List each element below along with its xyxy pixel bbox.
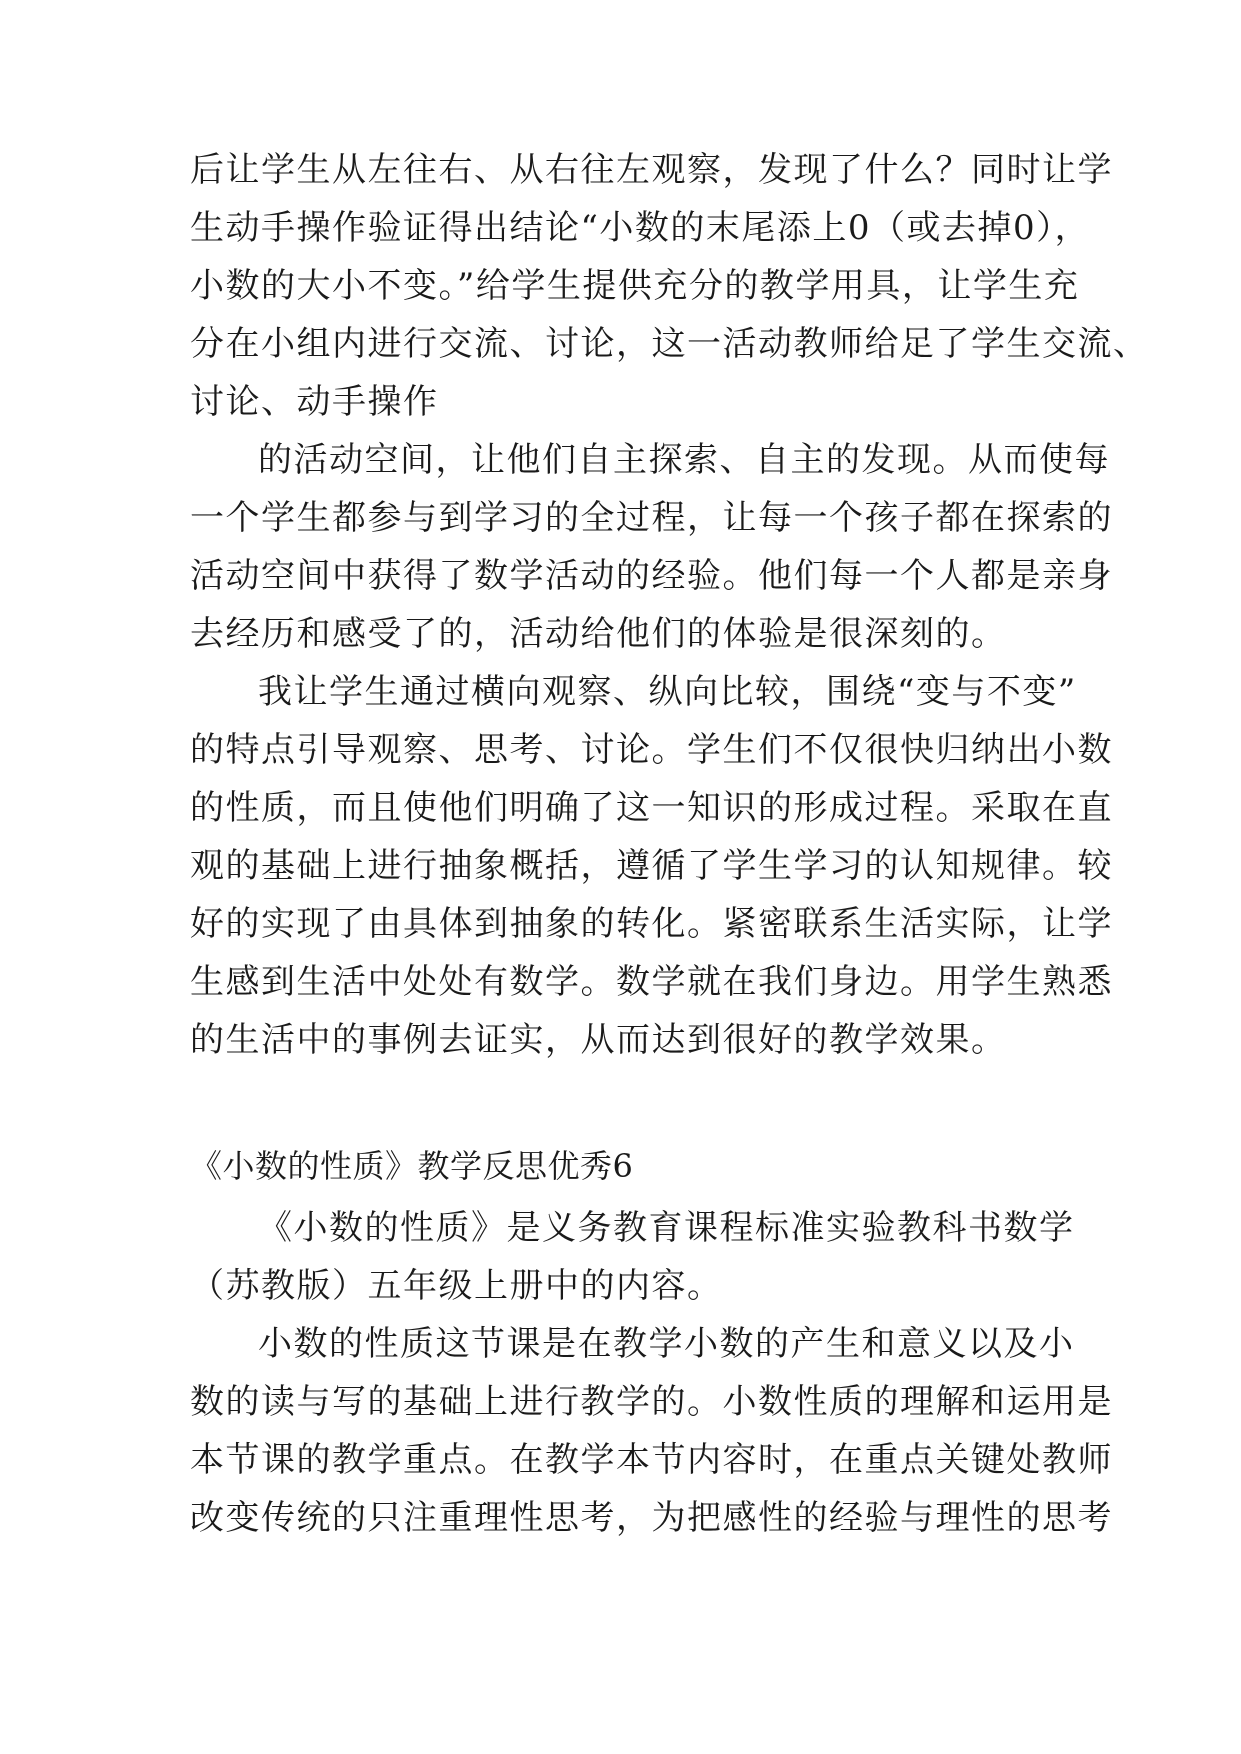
- text-line: 的特点引导观察、思考、讨论。学生们不仅很快归纳出小数: [190, 730, 1113, 770]
- text-line: 讨论、动手操作: [190, 382, 439, 422]
- text-line: 观的基础上进行抽象概括，遵循了学生学习的认知规律。较: [190, 846, 1113, 886]
- text-line: 生动手操作验证得出结论“小数的末尾添上0（或去掉0），: [190, 208, 1091, 248]
- text-line: 的生活中的事例去证实，从而达到很好的教学效果。: [190, 1020, 1007, 1060]
- paragraph-first-line: 的活动空间，让他们自主探索、自主的发现。从而使每: [258, 440, 1110, 480]
- text-line: 的性质，而且使他们明确了这一知识的形成过程。采取在直: [190, 788, 1113, 828]
- text-line: 生感到生活中处处有数学。数学就在我们身边。用学生熟悉: [190, 962, 1113, 1002]
- section-heading: 《小数的性质》教学反思优秀6: [190, 1147, 634, 1185]
- text-line: 好的实现了由具体到抽象的转化。紧密联系生活实际，让学: [190, 904, 1113, 944]
- text-line: 一个学生都参与到学习的全过程，让每一个孩子都在探索的: [190, 498, 1113, 538]
- text-line: 本节课的教学重点。在教学本节内容时，在重点关键处教师: [190, 1440, 1113, 1480]
- text-line: 活动空间中获得了数学活动的经验。他们每一个人都是亲身: [190, 556, 1113, 596]
- text-line: 改变传统的只注重理性思考，为把感性的经验与理性的思考: [190, 1498, 1113, 1538]
- text-line: 去经历和感受了的，活动给他们的体验是很深刻的。: [190, 614, 1007, 654]
- text-line: 后让学生从左往右、从右往左观察，发现了什么？同时让学: [190, 150, 1113, 190]
- text-line: 数的读与写的基础上进行教学的。小数性质的理解和运用是: [190, 1382, 1113, 1422]
- text-line: 小数的大小不变。”给学生提供充分的教学用具，让学生充: [190, 266, 1080, 306]
- paragraph-first-line: 我让学生通过横向观察、纵向比较，围绕“变与不变”: [258, 672, 1077, 712]
- paragraph-first-line: 《小数的性质》是义务教育课程标准实验教科书数学: [258, 1208, 1075, 1248]
- text-line: （苏教版）五年级上册中的内容。: [190, 1266, 723, 1306]
- paragraph-first-line: 小数的性质这节课是在教学小数的产生和意义以及小: [258, 1324, 1075, 1364]
- text-line: 分在小组内进行交流、讨论，这一活动教师给足了学生交流、: [190, 324, 1149, 364]
